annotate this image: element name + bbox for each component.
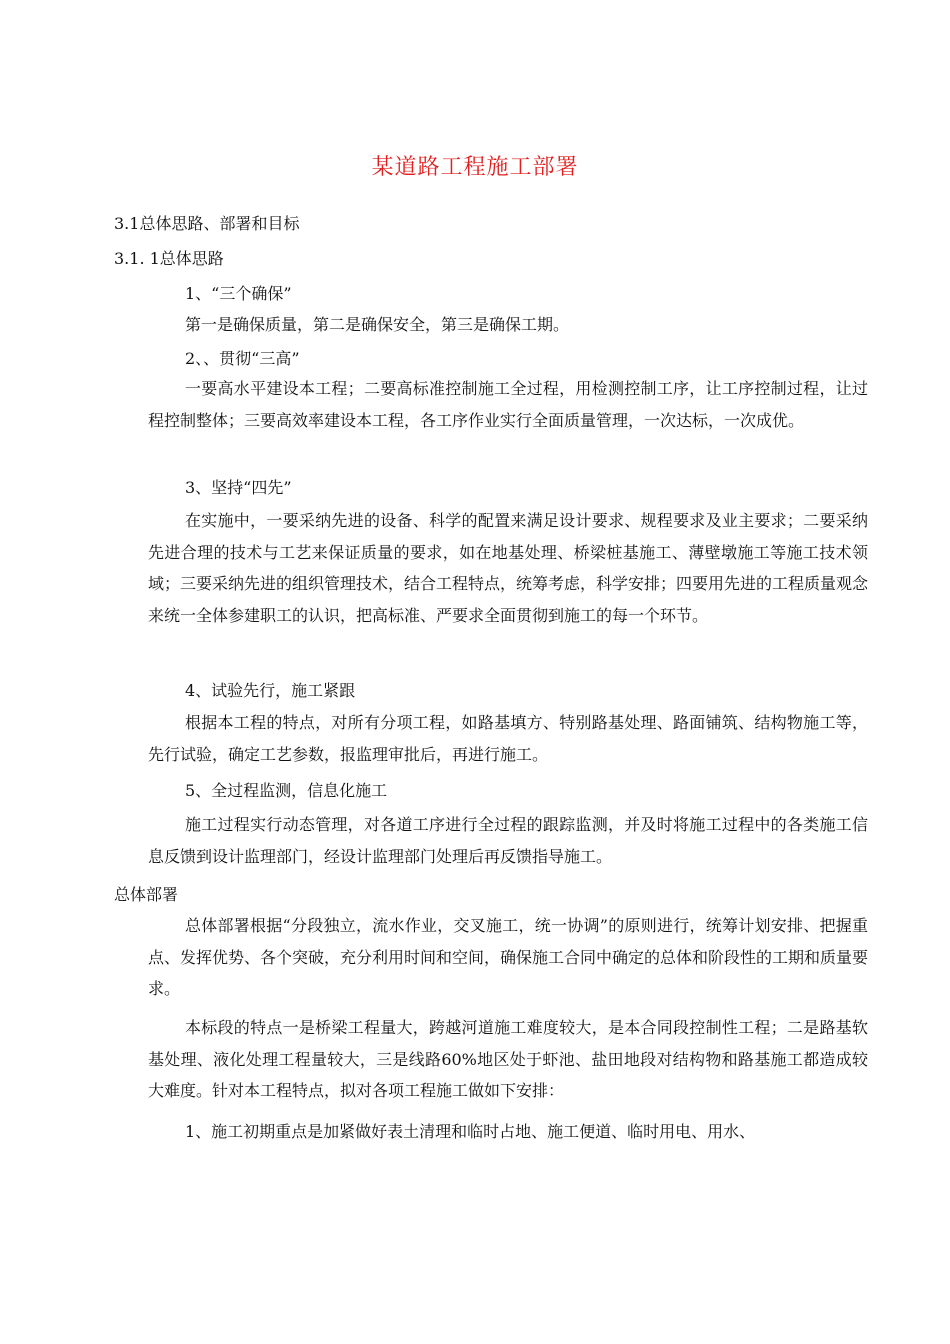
paragraph-7: 本标段的特点一是桥梁工程量大，跨越河道施工难度较大，是本合同段控制性工程；二是路基软基处理、液化处理工程量较大，三是线路60%地区处于虾池、盐田地段对结构物和路基施工都造成较大难度。针对本工程特点，拟对各项工程施工做如下安排：	[148, 1018, 868, 1100]
paragraph-1: 第一是确保质量，第二是确保安全，第三是确保工期。	[185, 315, 570, 334]
section-heading-overall: 总体部署	[114, 885, 179, 904]
item-heading-2: 2、、贯彻“三高”	[185, 349, 300, 368]
item-heading-1: 1、“三个确保”	[185, 284, 292, 303]
document-title: 某道路工程施工部署	[371, 155, 579, 180]
paragraph-2: 一要高水平建设本工程；二要高标准控制施工全过程，用检测控制工序，让工序控制过程，让过程控制整体；三要高效率建设本工程，各工序作业实行全面质量管理，一次达标，一次成优。	[148, 379, 868, 430]
paragraph-4: 根据本工程的特点，对所有分项工程，如路基填方、特别路基处理、路面铺筑、结构物施工等，先行试验，确定工艺参数，报监理审批后，再进行施工。	[148, 713, 868, 764]
item-heading-4: 4、试验先行，施工紧跟	[185, 681, 356, 700]
item-heading-5: 5、全过程监测，信息化施工	[185, 781, 388, 800]
item-heading-3: 3、坚持“四先”	[185, 478, 292, 497]
paragraph-5: 施工过程实行动态管理，对各道工序进行全过程的跟踪监测，并及时将施工过程中的各类施工信息反馈到设计监理部门，经设计监理部门处理后再反馈指导施工。	[148, 815, 868, 866]
section-heading-3-1: 3.1总体思路、部署和目标	[114, 214, 300, 233]
paragraph-3: 在实施中，一要采纳先进的设备、科学的配置来满足设计要求、规程要求及业主要求；二要采纳先进合理的技术与工艺来保证质量的要求，如在地基处理、桥梁桩基施工、薄壁墩施工等施工技术领域；三要采纳先进的组织管理技术，结合工程特点，统筹考虑，科学安排；四要用先进的工程质量观念来统一全体参建职工的认识，把高标准、严要求全面贯彻到施工的每一个环节。	[148, 511, 869, 625]
paragraph-6: 总体部署根据“分段独立，流水作业，交叉施工，统一协调”的原则进行，统筹计划安排、把握重点、发挥优势、各个突破，充分利用时间和空间，确保施工合同中确定的总体和阶段性的工期和质量要求。	[148, 916, 869, 998]
section-heading-3-1-1: 3.1. 1总体思路	[114, 249, 224, 268]
paragraph-8: 1、施工初期重点是加紧做好表土清理和临时占地、施工便道、临时用电、用水、	[185, 1122, 756, 1141]
